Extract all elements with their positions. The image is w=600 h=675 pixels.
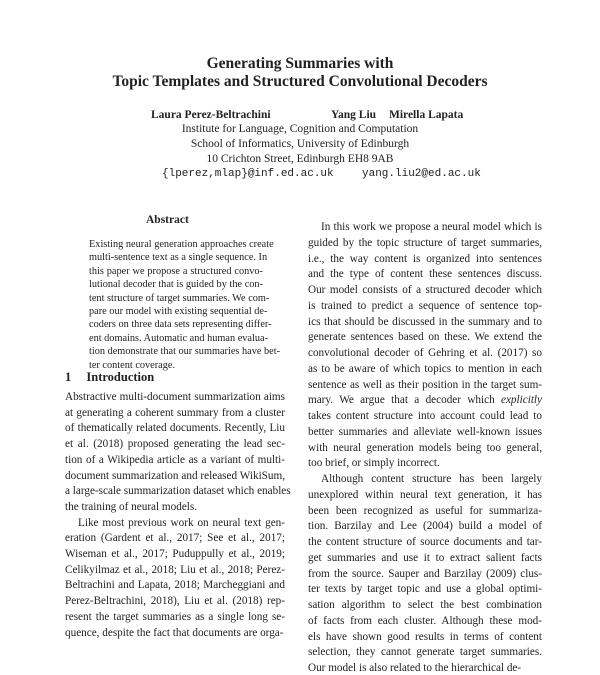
text-line: Our model consists of a structured decoder which [308, 284, 542, 296]
text-line: takes content structure into account could lead to [308, 410, 542, 422]
email: yang.liu2@ed.ac.uk [362, 168, 481, 180]
abstract-line: tion demonstrate that our summaries have bet- [89, 346, 281, 358]
text-line: et al. (2018) proposed generating the lead sec- [65, 438, 285, 451]
text-line: tion. Barzilay and Lee (2004) build a model of [308, 520, 542, 533]
abstract-line: this paper we propose a structured convo- [89, 265, 263, 277]
text-line: Celikyilmaz et al., 2018; Liu et al., 2018; Perez- [65, 563, 285, 576]
text-line: Perez-Beltrachini, 2018), Liu et al. (2018) rep- [65, 595, 285, 608]
text-line: resent the target summaries as a single long se- [65, 610, 285, 623]
text-line: too brief, or simply incorrect. [308, 457, 440, 470]
abstract-line: coders on three data sets representing differ- [89, 319, 272, 331]
abstract-line: multi-sentence text as a single sequence. In [89, 252, 268, 264]
section-number: 1 [65, 370, 72, 384]
text-line: unexplored within neural text generation, it has [308, 488, 542, 501]
text-line: sentence as well as their position in the target sum- [308, 378, 542, 391]
text-line: of facts from each cluster. Although these mod- [308, 614, 542, 627]
text-line: Our model is also related to the hierarchical de- [308, 662, 522, 674]
text-line: been been recognized as useful for summariza- [308, 504, 542, 517]
abstract-line: tent structure of target summaries. We com- [89, 292, 270, 304]
text-line: convolutional decoder of Gehring et al. (2017) so [308, 347, 542, 359]
text-line: document summarization and released WikiSum, [65, 469, 285, 482]
text-line: is trained to predict a sequence of sentence top- [308, 299, 542, 312]
text-line: quence, despite the fact that documents are orga- [65, 626, 284, 639]
affiliation-line: Institute for Language, Cognition and Computation [181, 123, 419, 135]
abstract-heading: Abstract [146, 214, 189, 226]
text-line: the content structure of source documents and tar- [308, 536, 542, 548]
affiliation-line: 10 Crichton Street, Edinburgh EH8 9AB [206, 153, 394, 165]
text-line: sation algorithm to select the best combination [308, 599, 542, 611]
email: {lperez,mlap}@inf.ed.ac.uk [162, 168, 334, 180]
text-line: of thematically related documents. Recently, Liu [65, 422, 285, 435]
abstract-line: ent domains. Automatic and human evalua- [89, 332, 269, 344]
text-line: Although content structure has been largely [321, 473, 542, 485]
text-line: at generating a coherent summary from a cluster [65, 406, 285, 419]
abstract-line: lutional decoder that is guided by the con- [89, 279, 263, 291]
text-line: Wiseman et al., 2017; Puduppully et al., 2019; [65, 548, 285, 560]
section-title: Introduction [86, 370, 155, 384]
text-line: a large-scale summarization dataset which enables [65, 485, 291, 498]
text-line: Like most previous work on neural text gen- [78, 516, 285, 529]
text-line: Abstractive multi-document summarization aims [65, 391, 285, 403]
text-line: tion of a Wikipedia article as a variant of multi- [65, 453, 285, 466]
text-line: from the source. Sauper and Barzilay (2009) clus- [308, 567, 542, 580]
text-line: the training of neural models. [65, 500, 198, 513]
text-line: ter texts by target topic and use a global optimi- [308, 583, 542, 596]
text-line: better summaries and alleviate well-known issues [308, 425, 542, 438]
text-line: as to be aware of which topics to mention in each [308, 362, 542, 375]
text-line: In this work we propose a neural model which is [321, 221, 542, 233]
text-line: generate sentences based on these. We extend the [308, 331, 542, 344]
abstract-line: pare our model with existing sequential de- [89, 306, 268, 317]
text-line: guided by the topic structure of target summaries, [308, 236, 542, 249]
text-line: and the type of content these sentences discuss. [308, 268, 542, 281]
title-line-2: Topic Templates and Structured Convolutional Decoders [112, 73, 488, 90]
text-line: Beltrachini and Lapata, 2018; Marcheggiani and [65, 579, 285, 592]
affiliation-line: School of Informatics, University of Edinburgh [190, 138, 410, 150]
text-line: eration (Gardent et al., 2017; See et al., 2017; [65, 532, 285, 545]
abstract-line: Existing neural generation approaches create [89, 239, 274, 250]
abstract-line: ter content coverage. [89, 359, 176, 371]
text-line: with neural generation models being too general, [308, 441, 542, 454]
text-line: ics that should be discussed in the summary and to [308, 315, 542, 328]
text-line: i.e., the way content is organized into sentences [308, 252, 542, 265]
author-name: Yang Liu [331, 109, 377, 121]
author-name: Laura Perez-Beltrachini [151, 109, 271, 121]
title-line-1: Generating Summaries with [206, 55, 394, 72]
section-heading [65, 370, 154, 385]
author-name: Mirella Lapata [389, 109, 464, 121]
text-line: selection, they cannot generate target summaries. [308, 646, 542, 659]
text-line: get summaries and use it to extract salient facts [308, 551, 542, 564]
text-line: els have shown good results in terms of content [308, 630, 542, 643]
text-line: mary. We argue that a decoder which explicitly [308, 394, 542, 407]
